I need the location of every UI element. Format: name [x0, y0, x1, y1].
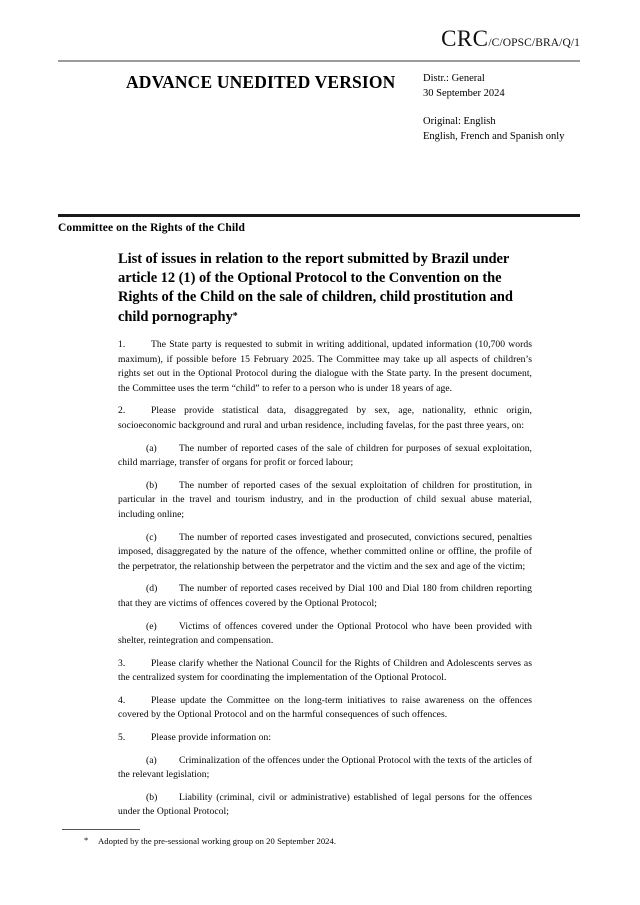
distribution-label: Distr.: General [423, 73, 485, 84]
page-title-text: List of issues in relation to the report submitted by Brazil under article 12 (1) of the Optional Protocol to the Convention on the Rights of the Child on the sale of children, child prostitution and child pornography [118, 251, 513, 325]
body-subparagraph [118, 620, 532, 649]
body-subparagraph [118, 531, 532, 575]
original-language-label: Original: English [423, 116, 496, 127]
paragraph-text: The number of reported cases of the sale of children for purposes of sexual exploitation, child marriage, transfer of organs for profit or forced labour; [118, 442, 532, 469]
paragraph-number: (b) [146, 479, 158, 491]
body-subparagraph [118, 582, 532, 611]
title-footnote-marker: * [232, 311, 238, 322]
paragraph-text: The State party is requested to submit in writing additional, updated information (10,700 words maximum), if possible before 15 February 2025. The Committee may take up all aspects of children’s rights set out in the Optional Protocol during the dialogue with the State party. In the present document, the Committee uses the term “child” to refer to a person who is under 18 years of age. [118, 339, 532, 394]
paragraph-number: (d) [146, 583, 158, 595]
body-subparagraph [118, 479, 532, 523]
paragraph-number: 5. [118, 732, 126, 744]
body-paragraph [118, 404, 532, 433]
document-symbol [58, 26, 580, 56]
committee-name: Committee on the Rights of the Child [58, 222, 245, 234]
paragraph-text: Criminalization of the offences under the Optional Protocol with the texts of the articles of the relevant legislation; [118, 754, 532, 781]
document-symbol-main: CRC [441, 26, 489, 51]
body-paragraph [118, 338, 532, 396]
footnote [84, 834, 534, 847]
languages-note: English, French and Spanish only [423, 130, 565, 142]
document-symbol-suffix: /C/OPSC/BRA/Q/1 [488, 37, 580, 49]
body-paragraph [118, 694, 532, 723]
body-paragraph [118, 731, 532, 746]
page-title [118, 250, 538, 327]
spacer [423, 101, 564, 115]
body-subparagraph [118, 442, 532, 471]
paragraph-text: The number of reported cases received by Dial 100 and Dial 180 from children reporting that they are victims of offences covered by the Optional Protocol; [118, 583, 532, 609]
paragraph-number: (c) [146, 531, 157, 543]
header-info-band [58, 68, 580, 158]
paragraph-text: Victims of offences covered under the Optional Protocol who have been provided with shelter, reintegration and compensation. [118, 620, 532, 647]
paragraph-number: (b) [146, 791, 158, 803]
paragraph-text: Please provide information on: [151, 732, 272, 744]
paragraph-number: 3. [118, 657, 126, 669]
paragraph-number: (e) [146, 620, 157, 632]
paragraph-number: 2. [118, 405, 126, 417]
paragraph-text: Please clarify whether the National Council for the Rights of Children and Adolescents serves as the centralized system for coordinating the implementation of the Optional Protocol. [118, 657, 532, 684]
body-paragraph [118, 657, 532, 686]
paragraph-text: Please update the Committee on the long-term initiatives to raise awareness on the offences covered by the Optional Protocol and on the harmful consequences of such offences. [118, 694, 532, 721]
distribution-date: 30 September 2024 [423, 87, 505, 99]
paragraph-number: 1. [118, 339, 126, 350]
paragraph-text: The number of reported cases of the sexual exploitation of children for prostitution, in particular in the travel and tourism industry, and in the production of child sexual abuse material, including online; [118, 479, 532, 520]
paragraph-text: Please provide statistical data, disaggregated by sex, age, nationality, ethnic origin, socioeconomic background and rural and urban residence, including favelas, for the past three years, on: [118, 405, 532, 431]
paragraph-number: (a) [146, 442, 157, 454]
header-rule-top [58, 60, 580, 62]
document-body [118, 338, 532, 828]
paragraph-number: (a) [146, 754, 157, 766]
body-subparagraph [118, 754, 532, 783]
distribution-block [423, 72, 564, 144]
footnote-rule [62, 829, 140, 830]
footnote-marker: * [84, 835, 89, 845]
header-rule-bottom [58, 214, 580, 217]
footnote-text: Adopted by the pre-sessional working group on 20 September 2024. [98, 836, 337, 846]
paragraph-number: 4. [118, 694, 126, 706]
advance-unedited-version-label: ADVANCE UNEDITED VERSION [126, 72, 396, 92]
body-subparagraph [118, 791, 532, 820]
paragraph-text: The number of reported cases investigated and prosecuted, convictions secured, penalties imposed, disaggregated by the nature of the offence, whether committed online or offline, the profile of the perpetrator, the relationship between the perpetrator and the victim and the sex and age of the victim; [118, 531, 532, 572]
paragraph-text: Liability (criminal, civil or administrative) established of legal persons for the offences under the Optional Protocol; [118, 791, 532, 818]
